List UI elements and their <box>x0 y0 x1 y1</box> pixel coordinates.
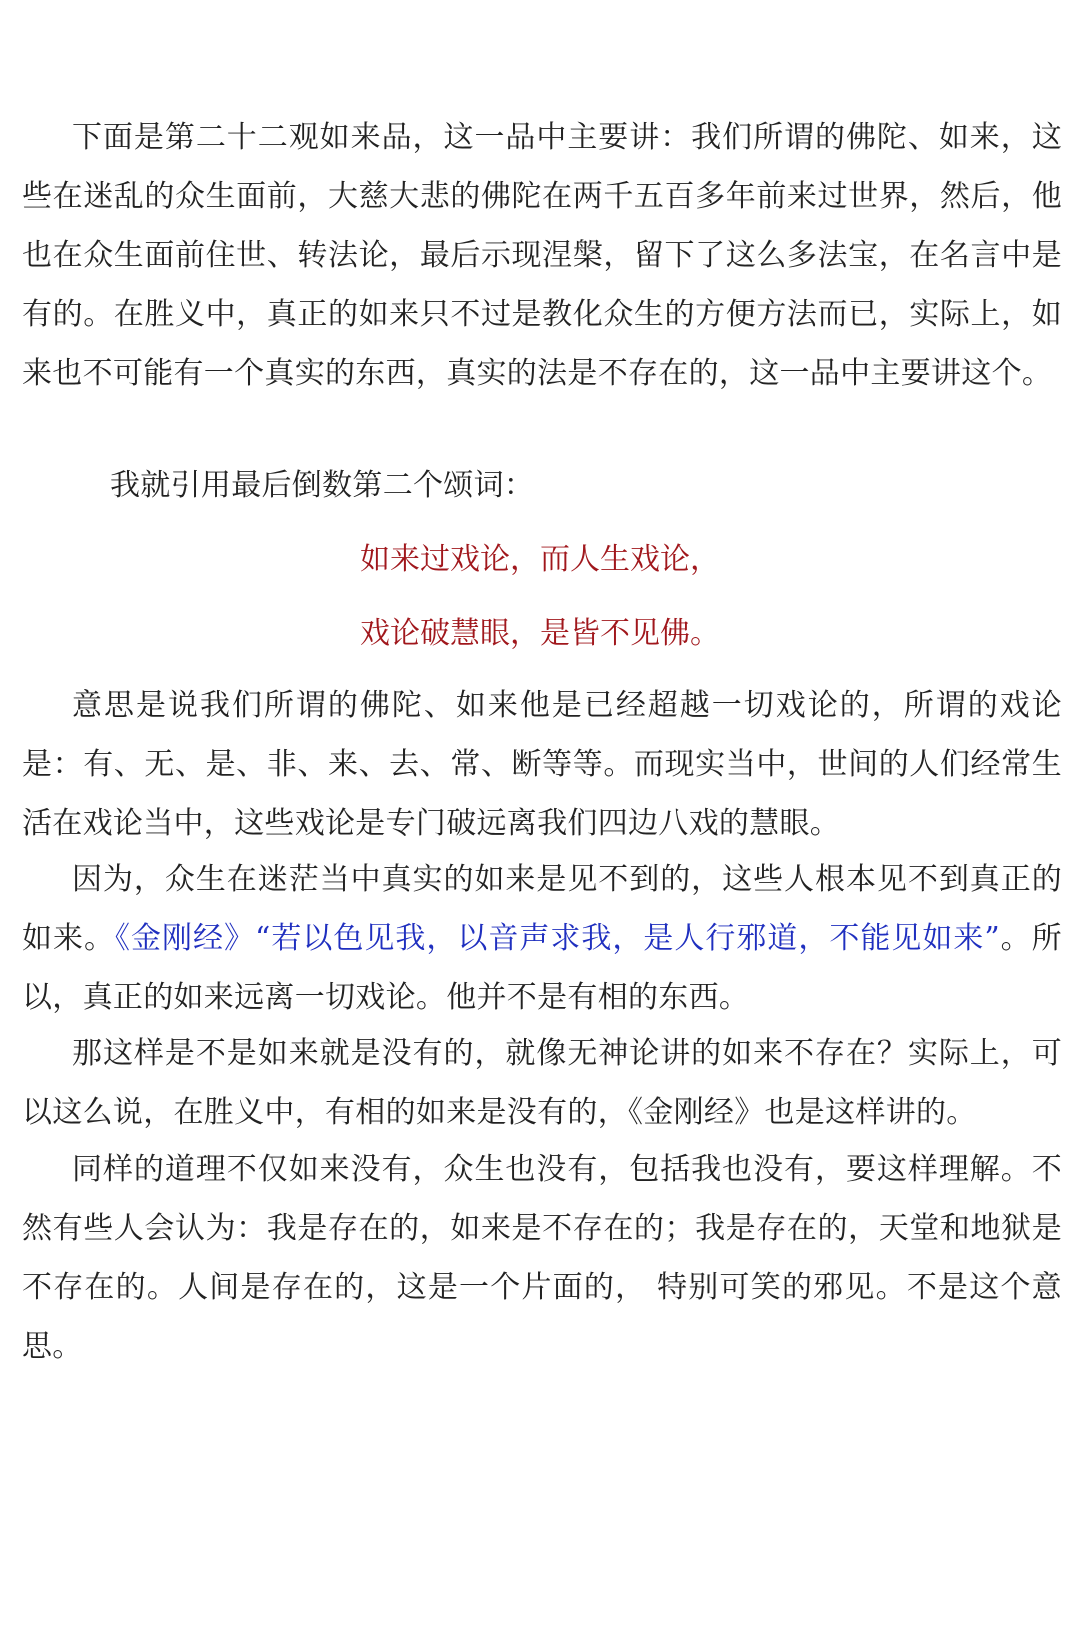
paragraph-diamond-sutra-end: 。所以，真正的如来远离一切戏论。他并不是有相的东西。 <box>22 921 1062 1015</box>
paragraph-no-tathagata: 那这样是不是如来就是没有的，就像无神论讲的如来不存在？实际上，可以这么说，在胜义中，有相的如来是没有的，《金刚经》也是这样讲的。 <box>22 1036 1062 1130</box>
paragraph-diamond-sutra <box>22 850 1062 1027</box>
paragraph-explanation: 意思是说我们所谓的佛陀、如来他是已经超越一切戏论的，所谓的戏论是：有、无、是、非、来、去、常、断等等。而现实当中，世间的人们经常生活在戏论当中，这些戏论是专门破远离我们四边八戏的慧眼。 <box>22 688 1062 841</box>
paragraph-diamond-sutra-start: 因为，众生在迷茫当中真实的如来是见不到的，这些人根本见不到真正的如来。 <box>22 862 1062 956</box>
verse-line-1: 如来过戏论，而人生戏论， <box>360 542 720 577</box>
verse-line-2: 戏论破慧眼，是皆不见佛。 <box>360 616 720 651</box>
paragraph-verse-intro: 我就引用最后倒数第二个颂词： <box>110 468 535 503</box>
paragraph-same-principle: 同样的道理不仅如来没有，众生也没有，包括我也没有，要这样理解。不然有些人会认为：我是存在的，如来是不存在的；我是存在的，天堂和地狱是不存在的。人间是存在的，这是一个片面的， 特别可笑的邪见。不是这个意思。 <box>22 1152 1062 1364</box>
paragraph-intro: 下面是第二十二观如来品，这一品中主要讲：我们所谓的佛陀、如来，这些在迷乱的众生面前，大慈大悲的佛陀在两千五百多年前来过世界，然后，他也在众生面前住世、转法论，最后示现涅槃，留下了这么多法宝，在名言中是有的。在胜义中，真正的如来只不过是教化众生的方便方法而已，实际上，如来也不可能有一个真实的东西，真实的法是不存在的，这一品中主要讲这个。 <box>22 120 1062 391</box>
diamond-sutra-quote: 《金刚经》“若以色见我，以音声求我，是人行邪道，不能见如来” <box>115 921 1000 956</box>
